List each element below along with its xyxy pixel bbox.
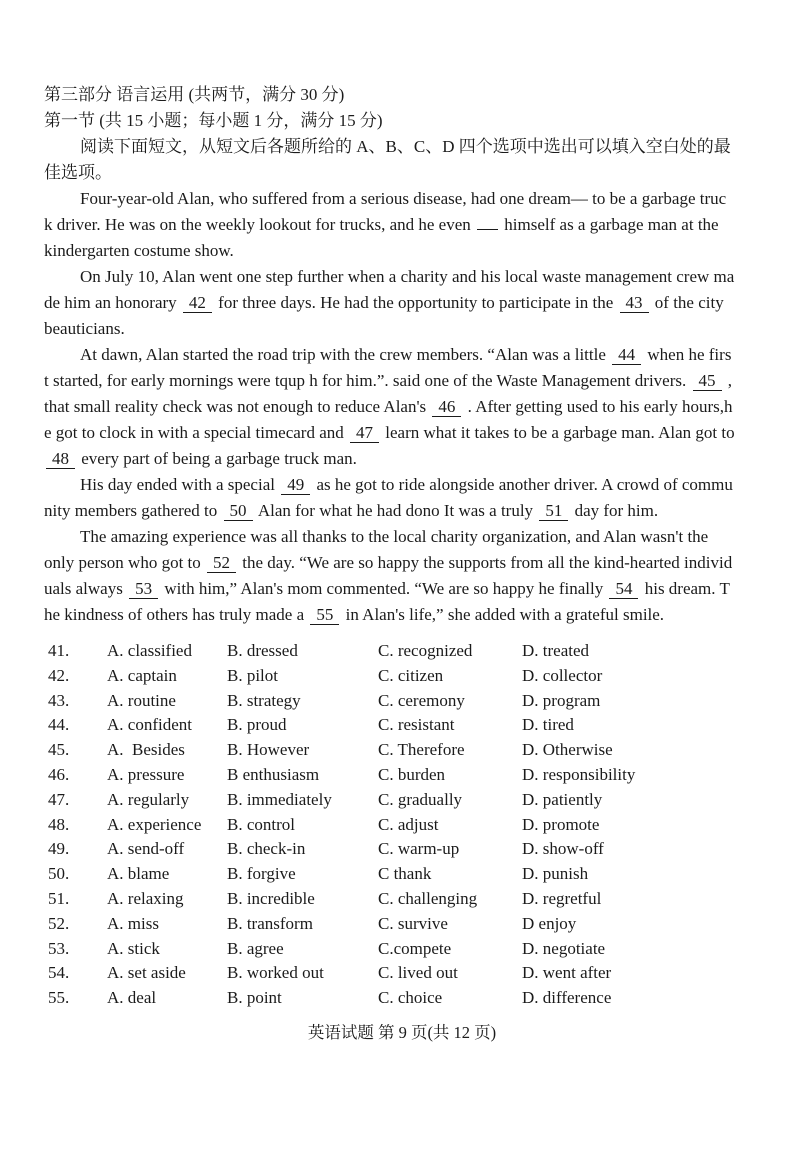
option-c: C. citizen <box>378 665 444 685</box>
question-row <box>48 788 760 813</box>
option-c: C. warm-up <box>378 839 460 859</box>
passage-line <box>44 472 760 498</box>
option-b: B. immediately <box>227 789 332 809</box>
question-row <box>48 813 760 838</box>
question-number: 44. <box>48 715 70 735</box>
passage-text-segment: beauticians. <box>44 319 125 338</box>
passage-text-segment: kindergarten costume show. <box>44 241 234 260</box>
passage-text-segment: with him,” Alan's mom commented. “We are so happy he finally <box>160 579 608 598</box>
passage-line <box>44 550 760 576</box>
cloze-blank-55: 55 <box>310 605 339 625</box>
passage-line <box>44 264 760 290</box>
option-b: B. incredible <box>227 888 315 908</box>
option-b: B. control <box>227 814 295 834</box>
option-c: C. choice <box>378 988 443 1008</box>
option-b: B. forgive <box>227 864 296 884</box>
option-d: D. negotiate <box>522 938 606 958</box>
passage-line <box>44 394 760 420</box>
passage-line <box>44 290 760 316</box>
passage-text-segment: that small reality check was not enough to reduce Alan's <box>44 397 431 416</box>
passage-text-segment: . After getting used to his early hours,h <box>463 397 733 416</box>
option-b: B. check-in <box>227 839 306 859</box>
option-d: D. difference <box>522 988 612 1008</box>
option-d: D. collector <box>522 665 603 685</box>
option-d: D. tired <box>522 715 574 735</box>
option-c: C. gradually <box>378 789 463 809</box>
question-number: 52. <box>48 913 70 933</box>
passage-text-segment: , <box>723 371 732 390</box>
question-row <box>48 887 760 912</box>
question-options-table <box>44 639 760 1011</box>
option-b: B. strategy <box>227 690 301 710</box>
cloze-blank-46: 46 <box>432 397 461 417</box>
passage-text-segment: of the city <box>650 293 724 312</box>
question-row <box>48 738 760 763</box>
question-number: 43. <box>48 690 70 710</box>
passage-line <box>44 420 760 446</box>
option-c: C. adjust <box>378 814 439 834</box>
option-a: A. classified <box>107 641 192 660</box>
option-b: B. dressed <box>227 641 298 660</box>
cloze-blank-54: 54 <box>609 579 638 599</box>
option-d: D. Otherwise <box>522 740 613 760</box>
option-c: C. survive <box>378 913 448 933</box>
instructions <box>44 134 760 186</box>
passage-text-segment: his dream. T <box>640 579 730 598</box>
passage-line <box>44 576 760 602</box>
cloze-blank-45: 45 <box>693 371 722 391</box>
passage-line <box>44 524 760 550</box>
option-d: D. program <box>522 690 601 710</box>
page-footer: 英语试题 第 9 页(共 12 页) <box>307 1022 497 1042</box>
option-a: A. regularly <box>107 789 190 809</box>
option-d: D. treated <box>522 641 590 660</box>
question-number: 41. <box>48 641 70 660</box>
question-row <box>48 763 760 788</box>
option-c: C. Therefore <box>378 740 465 760</box>
option-a: A. stick <box>107 938 160 958</box>
passage-text-segment: for three days. He had the opportunity to participate in the <box>213 293 618 312</box>
question-number: 54. <box>48 963 70 983</box>
option-d: D. patiently <box>522 789 603 809</box>
passage-line <box>44 186 760 212</box>
question-row <box>48 664 760 689</box>
cloze-blank-50: 50 <box>224 501 253 521</box>
option-c: C thank <box>378 864 432 884</box>
question-number: 48. <box>48 814 70 834</box>
option-d: D. promote <box>522 814 600 834</box>
passage-text-segment: Alan for what he had dono It was a truly <box>254 501 538 520</box>
option-d: D enjoy <box>522 913 577 933</box>
cloze-blank-51: 51 <box>539 501 568 521</box>
passage-text-segment: when he firs <box>643 345 732 364</box>
option-c: C.compete <box>378 938 452 958</box>
cloze-blank-53: 53 <box>129 579 158 599</box>
question-number: 50. <box>48 864 70 884</box>
question-number: 49. <box>48 839 70 859</box>
option-a: A. pressure <box>107 764 185 784</box>
passage-text-segment: His day ended with a special <box>80 475 280 494</box>
question-row <box>48 713 760 738</box>
passage-text-segment: he kindness of others has truly made a <box>44 605 309 624</box>
option-d: D. show-off <box>522 839 604 859</box>
option-b: B. However <box>227 740 310 760</box>
question-row <box>48 862 760 887</box>
cloze-passage <box>44 186 760 628</box>
option-b: B. transform <box>227 913 313 933</box>
instruction-line: 阅读下面短文，从短文后各题所给的 A、B、C、D 四个选项中选出可以填入空白处的最 <box>80 137 731 156</box>
option-b: B. point <box>227 988 282 1008</box>
cloze-blank-52: 52 <box>207 553 236 573</box>
option-a: A. miss <box>107 913 159 933</box>
passage-text-segment: e got to clock in with a special timecard and <box>44 423 349 442</box>
section-heading: 第一节 (共 15 小题；每小题 1 分，满分 15 分) <box>44 111 383 130</box>
option-a: A. confident <box>107 715 192 735</box>
option-c: C. recognized <box>378 641 473 660</box>
cloze-blank-49: 49 <box>281 475 310 495</box>
passage-text-segment: the day. “We are so happy the supports from all the kind-hearted individ <box>238 553 733 572</box>
passage-text-segment: uals always <box>44 579 128 598</box>
option-b: B enthusiasm <box>227 764 320 784</box>
passage-line <box>44 238 760 264</box>
passage-line <box>44 446 760 472</box>
option-d: D. punish <box>522 864 589 884</box>
option-b: B. agree <box>227 938 284 958</box>
passage-line <box>44 368 760 394</box>
question-row <box>48 689 760 714</box>
question-row <box>48 961 760 986</box>
option-a: A. relaxing <box>107 888 184 908</box>
passage-line <box>44 602 760 628</box>
option-c: C. resistant <box>378 715 455 735</box>
question-row <box>48 639 760 664</box>
passage-line <box>44 316 760 342</box>
option-b: B. pilot <box>227 665 279 685</box>
question-number: 45. <box>48 740 70 760</box>
cloze-blank-47: 47 <box>350 423 379 443</box>
option-a: A. routine <box>107 690 176 710</box>
cloze-blank-44: 44 <box>612 345 641 365</box>
question-number: 53. <box>48 938 70 958</box>
option-c: C. challenging <box>378 888 478 908</box>
instruction-line: 佳选项。 <box>44 163 112 182</box>
option-c: C. lived out <box>378 963 458 983</box>
question-number: 55. <box>48 988 70 1008</box>
option-a: A. Besides <box>107 740 185 760</box>
passage-text-segment: as he got to ride alongside another driver. A crowd of commu <box>312 475 733 494</box>
option-c: C. ceremony <box>378 690 465 710</box>
option-a: A. send-off <box>107 839 185 859</box>
option-d: D. went after <box>522 963 612 983</box>
passage-text-segment: every part of being a garbage truck man. <box>77 449 357 468</box>
passage-line <box>44 212 760 238</box>
question-row <box>48 837 760 862</box>
option-d: D. regretful <box>522 888 602 908</box>
passage-text-segment: nity members gathered to <box>44 501 222 520</box>
part-heading: 第三部分 语言运用 (共两节，满分 30 分) <box>44 85 345 104</box>
passage-line <box>44 342 760 368</box>
option-d: D. responsibility <box>522 764 636 784</box>
option-b: B. proud <box>227 715 287 735</box>
question-row <box>48 986 760 1011</box>
passage-text-segment: t started, for early mornings were tqup h for him.”. said one of the Waste Management drivers. <box>44 371 691 390</box>
question-number: 46. <box>48 764 70 784</box>
option-a: A. deal <box>107 988 157 1008</box>
question-number: 42. <box>48 665 70 685</box>
cloze-blank-42: 42 <box>183 293 212 313</box>
page-content <box>44 82 760 1046</box>
question-number: 47. <box>48 789 70 809</box>
passage-text-segment: in Alan's life,” she added with a grateful smile. <box>341 605 665 624</box>
passage-text-segment: day for him. <box>570 501 659 520</box>
passage-text-segment: On July 10, Alan went one step further when a charity and his local waste management crew ma <box>80 267 735 286</box>
option-c: C. burden <box>378 764 446 784</box>
passage-line <box>44 498 760 524</box>
option-a: A. captain <box>107 665 177 685</box>
question-row <box>48 937 760 962</box>
option-b: B. worked out <box>227 963 324 983</box>
question-number: 51. <box>48 888 70 908</box>
passage-text-segment: de him an honorary <box>44 293 181 312</box>
cloze-blank-48: 48 <box>46 449 75 469</box>
passage-text-segment: Four-year-old Alan, who suffered from a serious disease, had one dream— to be a garbage truc <box>80 189 727 208</box>
passage-text-segment: The amazing experience was all thanks to the local charity organization, and Alan wasn't the <box>80 527 709 546</box>
passage-text-segment: only person who got to <box>44 553 206 572</box>
question-row <box>48 912 760 937</box>
cloze-blank-43: 43 <box>620 293 649 313</box>
cloze-blank-41 <box>477 216 498 230</box>
passage-text-segment: learn what it takes to be a garbage man. Alan got to <box>381 423 735 442</box>
option-a: A. experience <box>107 814 202 834</box>
option-a: A. blame <box>107 864 170 884</box>
option-a: A. set aside <box>107 963 186 983</box>
passage-text-segment: k driver. He was on the weekly lookout for trucks, and he even <box>44 215 476 234</box>
passage-text-segment: himself as a garbage man at the <box>500 215 719 234</box>
passage-text-segment: At dawn, Alan started the road trip with the crew members. “Alan was a little <box>80 345 611 364</box>
